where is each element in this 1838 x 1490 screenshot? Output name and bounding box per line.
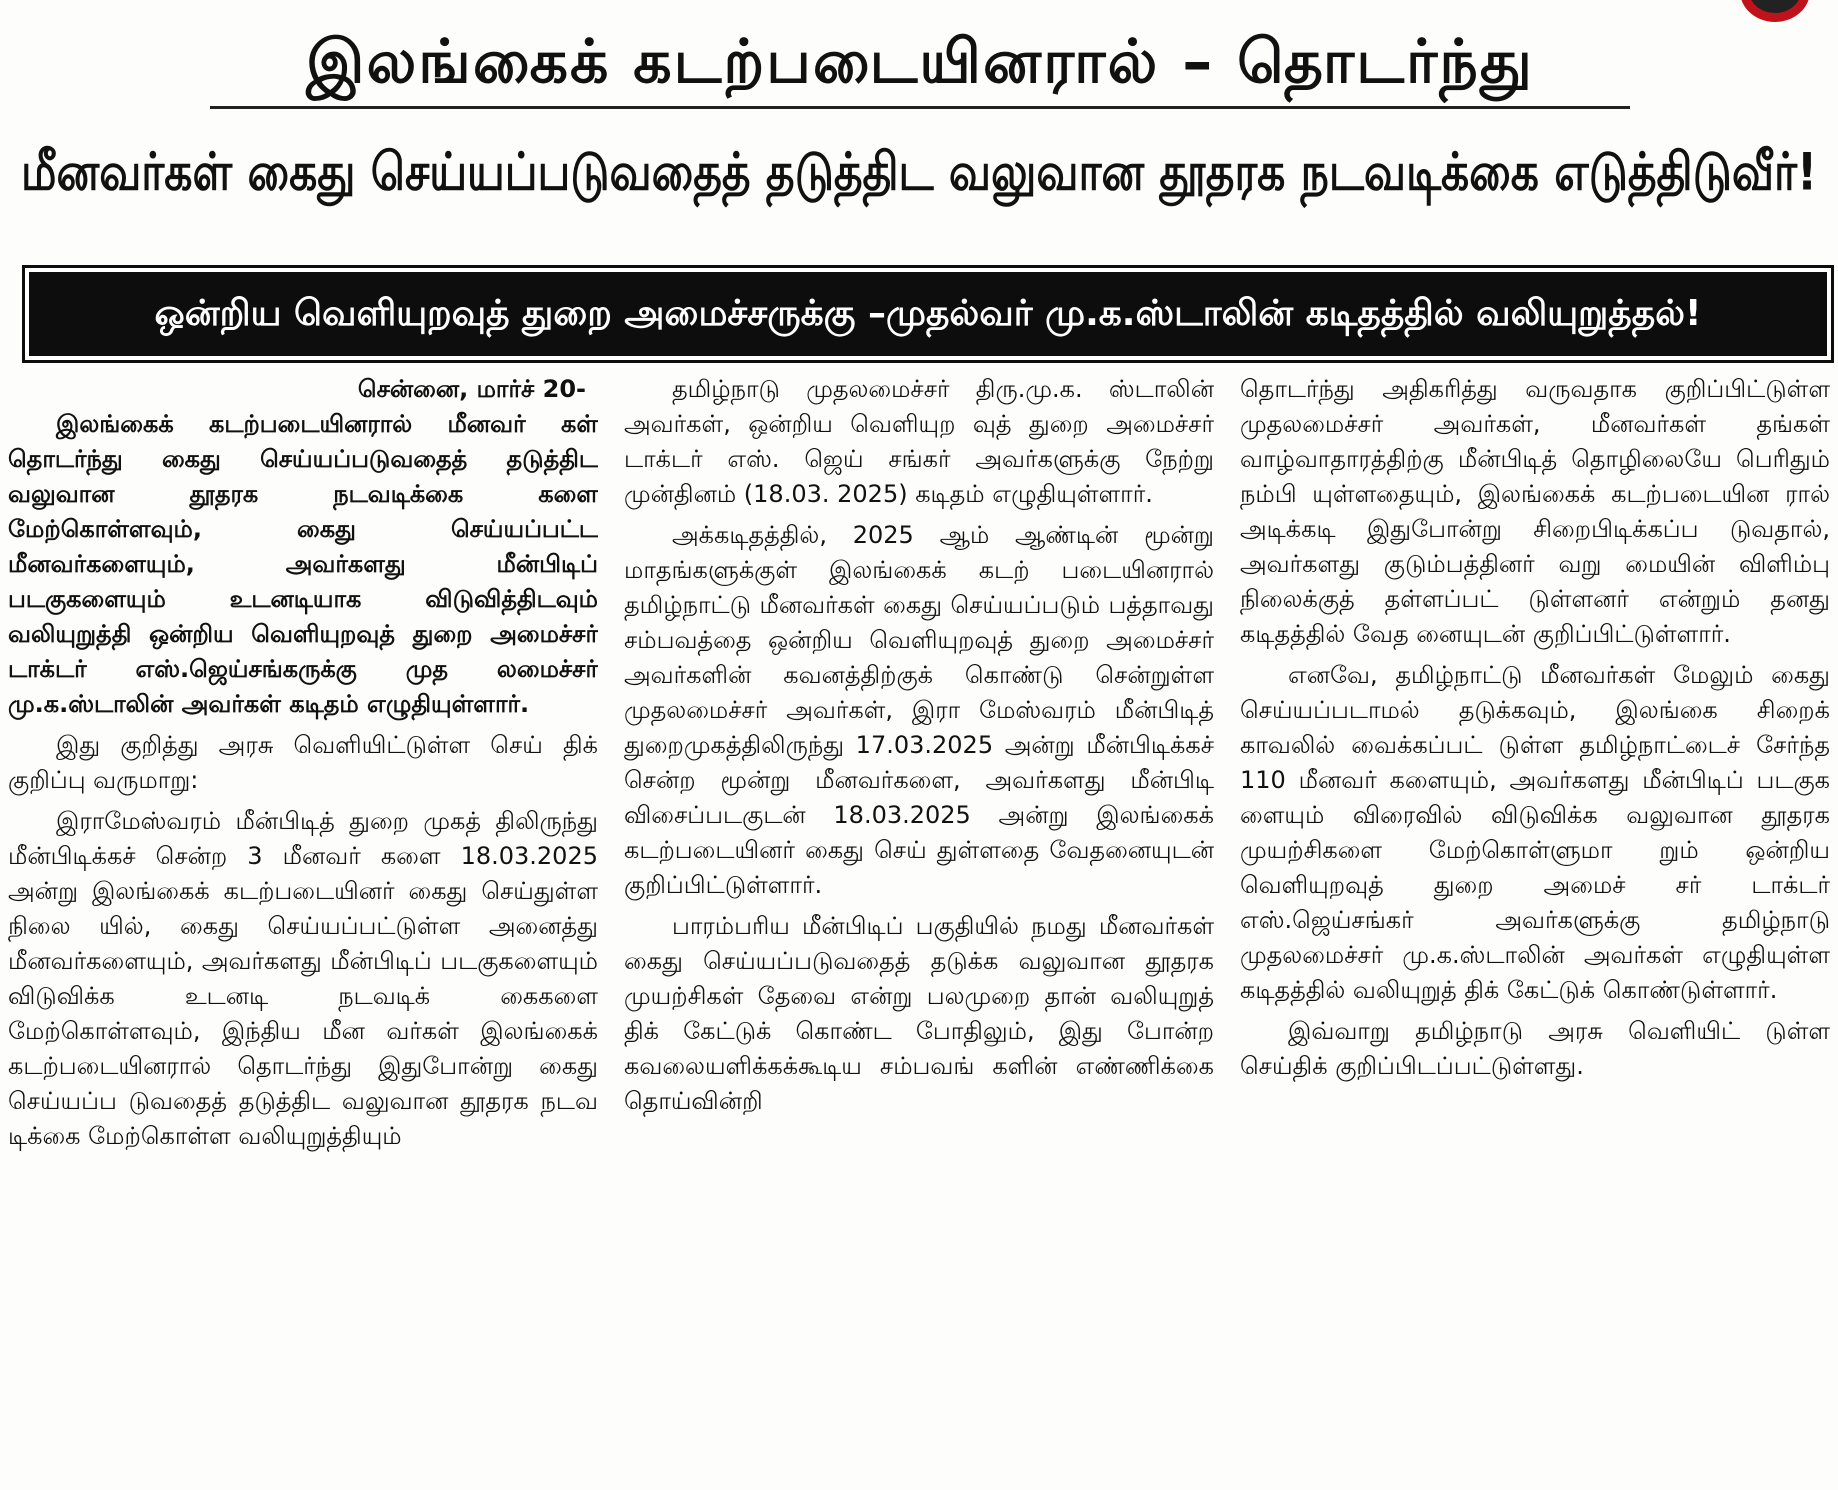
paragraph: எனவே, தமிழ்நாட்டு மீனவர்கள் மேலும் கைது செய்யப்படாமல் தடுக்கவும், இலங்கை சிறைக் காவலில் வைக்கப்பட் டுள்ள தமிழ்நாட்டைச் சேர்ந்த 110 மீனவர் களையும், அவர்களது மீன்பிடிப் படகுக ளையும் விரைவில் விடுவிக்க வலுவான தூதரக முயற்சிகளை மேற்கொள்ளுமா றும் ஒன்றிய வெளியுறவுத் துறை அமைச் சர் டாக்டர் எஸ்.ஜெய்சங்கர் அவர்களுக்கு தமிழ்நாடு முதலமைச்சர் மு.க.ஸ்டாலின் அவர்கள் எழுதியுள்ள கடிதத்தில் வலியுறுத் திக் கேட்டுக் கொண்டுள்ளார். — [1240, 661, 1830, 1004]
paragraph: அக்கடிதத்தில், 2025 ஆம் ஆண்டின் மூன்று மாதங்களுக்குள் இலங்கைக் கடற் படையினரால் தமிழ்நாட்டு மீனவர்கள் கைது செய்யப்படும் பத்தாவது சம்பவத்தை ஒன்றிய வெளியுறவுத் துறை அமைச்சர் அவர்களின் கவனத்திற்குக் கொண்டு சென்றுள்ள முதலமைச்சர் அவர்கள், இரா மேஸ்வரம் மீன்பிடித் துறைமுகத்திலிருந்து 17.03.2025 அன்று மீன்பிடிக்கச் சென்ற மூன்று மீனவர்களை, அவர்களது மீன்பிடி விசைப்படகுடன் 18.03.2025 அன்று இலங்கைக் கடற்படையினர் கைது செய் துள்ளதை வேதனையுடன் குறிப்பிட்டுள்ளார். — [624, 521, 1214, 899]
subheadline: ஒன்றிய வெளியுறவுத் துறை அமைச்சருக்கு –முதல்வர் மு.க.ஸ்டாலின் கடிதத்தில் வலியுறுத்தல்! — [154, 293, 1702, 334]
article-column-1 — [8, 372, 598, 1482]
article-column-2 — [624, 372, 1214, 1482]
paragraph: தமிழ்நாடு முதலமைச்சர் திரு.மு.க. ஸ்டாலின் அவர்கள், ஒன்றிய வெளியுற வுத் துறை அமைச்சர் டாக்டர் எஸ். ஜெய் சங்கர் அவர்களுக்கு நேற்று முன்தினம் (18.03. 2025) கடிதம் எழுதியுள்ளார். — [624, 375, 1214, 508]
masthead-logo-fragment — [1740, 0, 1810, 22]
paragraph: இது குறித்து அரசு வெளியிட்டுள்ள செய் திக் குறிப்பு வருமாறு: — [8, 731, 598, 794]
paragraph: இராமேஸ்வரம் மீன்பிடித் துறை முகத் திலிருந்து மீன்பிடிக்கச் சென்ற 3 மீனவர் களை 18.03.2025 அன்று இலங்கைக் கடற்படையினர் கைது செய்துள்ள நிலை யில், கைது செய்யப்பட்டுள்ள அனைத்து மீனவர்களையும், அவர்களது மீன்பிடிப் படகுகளையும் விடுவிக்க உடனடி நடவடிக் கைகளை மேற்கொள்ளவும், இந்திய மீன வர்கள் இலங்கைக் கடற்படையினரால் தொடர்ந்து இதுபோன்று கைது செய்யப்ப டுவதைத் தடுத்திட வலுவான தூதரக நடவ டிக்கை மேற்கொள்ள வலியுறுத்தியும் — [8, 807, 598, 1150]
article-body — [8, 372, 1830, 1482]
paragraph: இவ்வாறு தமிழ்நாடு அரசு வெளியிட் டுள்ள செய்திக் குறிப்பிடப்பட்டுள்ளது. — [1240, 1017, 1830, 1080]
paragraph: பாரம்பரிய மீன்பிடிப் பகுதியில் நமது மீனவர்கள் கைது செய்யப்படுவதைத் தடுக்க வலுவான தூதரக முயற்சிகள் தேவை என்று பலமுறை தான் வலியுறுத் திக் கேட்டுக் கொண்ட போதிலும், இது போன்ற கவலையளிக்கக்கூடிய சம்பவங் களின் எண்ணிக்கை தொய்வின்றி — [624, 912, 1214, 1115]
headline-main: மீனவர்கள் கைது செய்யப்படுவதைத் தடுத்திட வலுவான தூதரக நடவடிக்கை எடுத்திடுவீர்! — [20, 142, 1818, 203]
article-column-3 — [1240, 372, 1830, 1482]
lead-paragraph: இலங்கைக் கடற்படையினரால் மீனவர் கள் தொடர்ந்து கைது செய்யப்படுவதைத் தடுத்திட வலுவான தூதரக நடவடிக்கை களை மேற்கொள்ளவும், கைது செய்யப்பட்ட மீனவர்களையும், அவர்களது மீன்பிடிப் படகுகளையும் உடனடியாக விடுவித்திடவும் வலியுறுத்தி ஒன்றிய வெளியுறவுத் துறை அமைச்சர் டாக்டர் எஸ்.ஜெய்சங்கருக்கு முத லமைச்சர் மு.க.ஸ்டாலின் அவர்கள் கடிதம் எழுதியுள்ளார். — [8, 410, 598, 718]
headline-top: இலங்கைக் கடற்படையினரால் – தொடர்ந்து — [306, 27, 1534, 97]
subheadline-band — [25, 268, 1831, 360]
dateline: சென்னை, மார்ச் 20- — [357, 375, 586, 403]
paragraph: தொடர்ந்து அதிகரித்து வருவதாக குறிப்பிட்டுள்ள முதலமைச்சர் அவர்கள், மீனவர்கள் தங்கள் வாழ்வாதாரத்திற்கு மீன்பிடித் தொழிலையே பெரிதும் நம்பி யுள்ளதையும், இலங்கைக் கடற்படையின ரால் அடிக்கடி இதுபோன்று சிறைபிடிக்கப்ப டுவதால், அவர்களது குடும்பத்தினர் வறு மையின் விளிம்பு நிலைக்குத் தள்ளப்பட் டுள்ளனர் என்றும் தனது கடிதத்தில் வேத னையுடன் குறிப்பிட்டுள்ளார். — [1240, 375, 1830, 648]
